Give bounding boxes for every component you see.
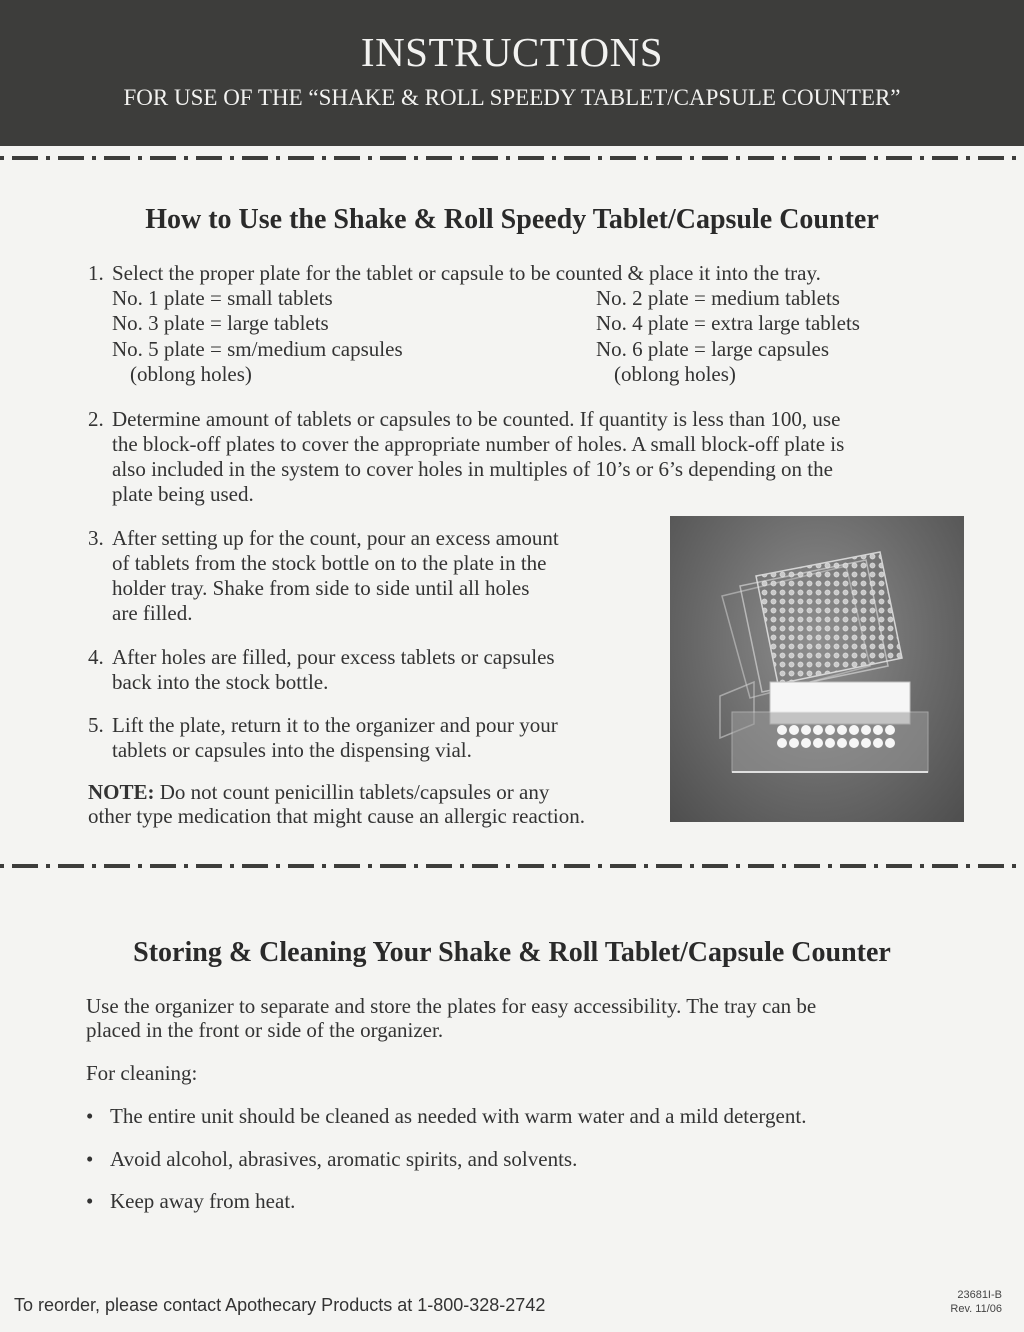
note-label: NOTE: (88, 780, 155, 804)
step-5-line-1: Lift the plate, return it to the organizer and pour your (112, 713, 558, 737)
reorder-info: To reorder, please contact Apothecary Products at 1-800-328-2742 (14, 1295, 546, 1315)
revision-date: Rev. 11/06 (950, 1303, 1002, 1315)
counter-product-photo (670, 516, 964, 822)
dashed-divider-middle (0, 864, 1024, 868)
note-line-2: other type medication that might cause an allergic reaction. (88, 804, 586, 828)
step-2-line-3: also included in the system to cover holes in multiples of 10’s or 6’s depending on the (112, 457, 833, 481)
plate-2: No. 2 plate = medium tablets (596, 286, 840, 310)
storing-heading: Storing & Cleaning Your Shake & Roll Tablet/Capsule Counter (133, 937, 891, 968)
cleaning-label: For cleaning: (86, 1061, 198, 1085)
step-2-line-2: the block-off plates to cover the appropriate number of holes. A small block-off plate is (112, 432, 845, 456)
note-line-1 (88, 780, 549, 805)
oblong-note-right: (oblong holes) (614, 362, 736, 386)
step-5-line-2: tablets or capsules into the dispensing vial. (112, 738, 472, 762)
instructions-header (0, 0, 1024, 146)
step-4-number: 4. (88, 645, 104, 669)
document-code (950, 1288, 1002, 1316)
step-3-line-3: holder tray. Shake from side to side until all holes (112, 576, 530, 600)
dashed-divider-top (0, 156, 1024, 160)
step-5-number: 5. (88, 713, 104, 737)
oblong-note-left: (oblong holes) (130, 362, 252, 386)
step-1-number: 1. (88, 261, 104, 285)
bullet-dot: • (86, 1104, 94, 1128)
step-4-line-2: back into the stock bottle. (112, 670, 329, 694)
step-1-text: Select the proper plate for the tablet or capsule to be counted & place it into the tray. (112, 261, 821, 285)
page-subtitle: FOR USE OF THE “SHAKE & ROLL SPEEDY TABLET/CAPSULE COUNTER” (123, 85, 901, 110)
step-3-line-2: of tablets from the stock bottle on to the plate in the (112, 551, 547, 575)
plate-3: No. 3 plate = large tablets (112, 311, 329, 335)
step-2-number: 2. (88, 407, 104, 431)
storing-intro-line-1: Use the organizer to separate and store the plates for easy accessibility. The tray can be (86, 994, 817, 1018)
step-3-line-4: are filled. (112, 601, 193, 625)
cleaning-item-2: Avoid alcohol, abrasives, aromatic spirits, and solvents. (110, 1147, 578, 1171)
step-2-line-4: plate being used. (112, 482, 254, 506)
bullet-dot: • (86, 1189, 94, 1213)
plate-4: No. 4 plate = extra large tablets (596, 311, 860, 335)
how-to-heading: How to Use the Shake & Roll Speedy Tablet/Capsule Counter (145, 204, 879, 235)
step-4-line-1: After holes are filled, pour excess tablets or capsules (112, 645, 555, 669)
storing-intro-line-2: placed in the front or side of the organizer. (86, 1018, 444, 1042)
plate-1: No. 1 plate = small tablets (112, 286, 333, 310)
cleaning-item-3: Keep away from heat. (110, 1189, 296, 1213)
counter-tray-illustration (670, 516, 964, 822)
step-3-number: 3. (88, 526, 104, 550)
step-3-line-1: After setting up for the count, pour an excess amount (112, 526, 559, 550)
bullet-dot: • (86, 1147, 94, 1171)
note-text-1: Do not count penicillin tablets/capsules or any (154, 780, 550, 804)
cleaning-item-1: The entire unit should be cleaned as needed with warm water and a mild detergent. (110, 1104, 807, 1128)
form-code: 23681I-B (957, 1289, 1002, 1301)
page-title: INSTRUCTIONS (360, 29, 664, 75)
plate-6: No. 6 plate = large capsules (596, 337, 830, 361)
plate-5: No. 5 plate = sm/medium capsules (112, 337, 403, 361)
step-2-line-1: Determine amount of tablets or capsules to be counted. If quantity is less than 100, use (112, 407, 841, 431)
